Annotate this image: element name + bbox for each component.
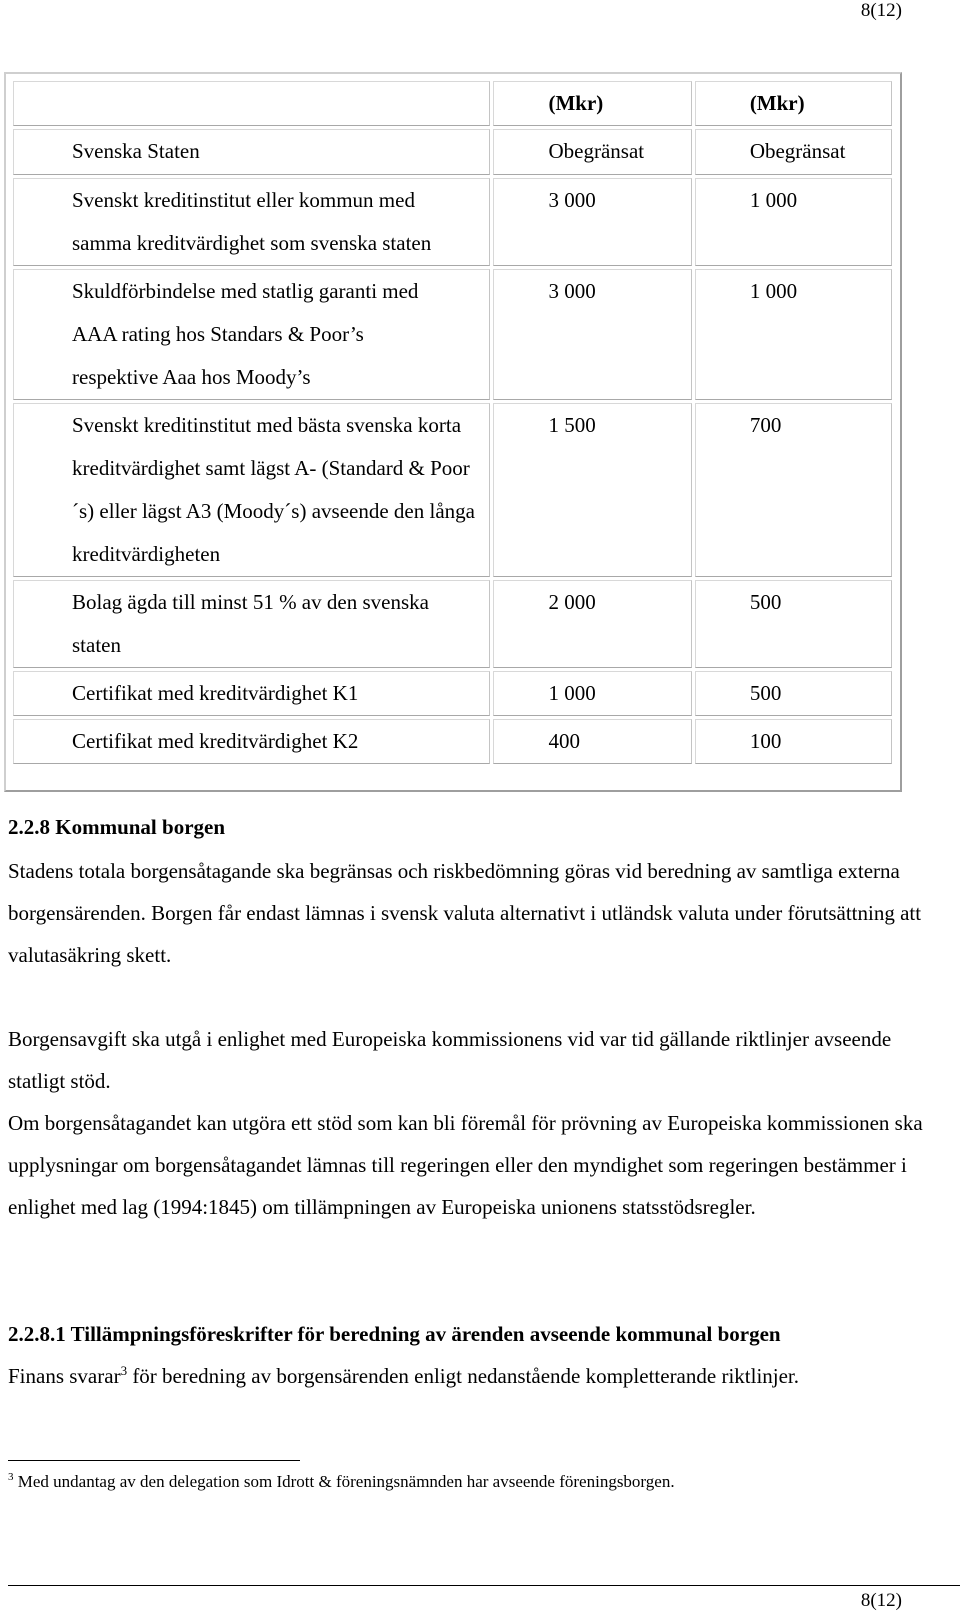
row-description: Svenskt kreditinstitut med bästa svenska korta kreditvärdighet samt lägst A- (Standard & Poor´s) eller lägst A3 (Moody´s) avseende den långa kreditvärdigheten [13,403,490,577]
row-limit2: 1 000 [695,269,892,400]
paragraph-finans-start: Finans svarar [8,1364,121,1388]
footnote-separator [8,1460,300,1461]
row-limit1: 3 000 [493,178,691,266]
row-limit2: 500 [695,671,892,716]
section-heading-kommunal-borgen: 2.2.8 Kommunal borgen [8,815,226,839]
table-row [13,269,892,400]
row-limit2: 700 [695,403,892,577]
paragraph-borgen-limits: Stadens totala borgensåtagande ska begränsas och riskbedömning göras vid beredning av samtliga externa borgensärenden. Borgen får endast lämnas i svensk valuta alternativt i utländsk valuta under förutsättning att valutasäkring skett. [8,859,922,967]
row-limit2: 500 [695,580,892,668]
limits-table [10,78,895,767]
table-header-row [13,81,892,126]
footnote-number: 3 [8,1471,14,1483]
table-row [13,719,892,764]
row-limit1: 1 500 [493,403,691,577]
row-description: Certifikat med kreditvärdighet K1 [13,671,490,716]
row-description: Svenskt kreditinstitut eller kommun med samma kreditvärdighet som svenska staten [13,178,490,266]
footnote [8,1472,675,1492]
row-limit2: 100 [695,719,892,764]
row-description: Certifikat med kreditvärdighet K2 [13,719,490,764]
table-row [13,403,892,577]
table-row [13,580,892,668]
table-row [13,178,892,266]
row-limit1: 1 000 [493,671,691,716]
table-row [13,129,892,175]
row-description: Skuldförbindelse med statlig garanti med AAA rating hos Standars & Poor’s respektive Aaa hos Moody’s [13,269,490,400]
row-description: Bolag ägda till minst 51 % av den svenska staten [13,580,490,668]
table-row [13,671,892,716]
page-number-bottom: 8(12) [860,1590,902,1611]
row-description: Svenska Staten [13,129,490,175]
row-limit1: Obegränsat [493,129,691,175]
row-limit2: Obegränsat [695,129,892,175]
footnote-text: Med undantag av den delegation som Idrott & föreningsnämnden har avseende föreningsborgen. [13,1472,675,1491]
row-limit1: 2 000 [493,580,691,668]
paragraph-finans [8,1355,938,1397]
footer-rule [8,1585,960,1586]
paragraph-finans-end: för beredning av borgensärenden enligt nedanstående kompletterande riktlinjer. [127,1364,800,1388]
row-limit2: 1 000 [695,178,892,266]
header-col-limit1: (Mkr) [493,81,691,126]
header-col-limit2: (Mkr) [695,81,892,126]
header-empty-cell [13,81,490,126]
section-heading-tillampningsforeskrifter: 2.2.8.1 Tillämpningsföreskrifter för beredning av ärenden avseende kommunal borgen [8,1322,781,1346]
page-number-top: 8(12) [860,0,902,21]
limits-table-frame [4,72,902,792]
footnote-reference[interactable]: 3 [120,1363,128,1378]
row-limit1: 400 [493,719,691,764]
paragraph-state-aid: Om borgensåtagandet kan utgöra ett stöd som kan bli föremål för prövning av Europeiska kommissionen ska upplysningar om borgensåtagandet lämnas till regeringen eller den myndighet som regeringen bestämmer i enlighet med lag (1994:1845) om tillämpningen av Europeiska unionens statsstödsregler. [8,1111,923,1219]
paragraph-borgensavgift: Borgensavgift ska utgå i enlighet med Europeiska kommissionens vid var tid gällande riktlinjer avseende statligt stöd. [8,1027,892,1093]
row-limit1: 3 000 [493,269,691,400]
